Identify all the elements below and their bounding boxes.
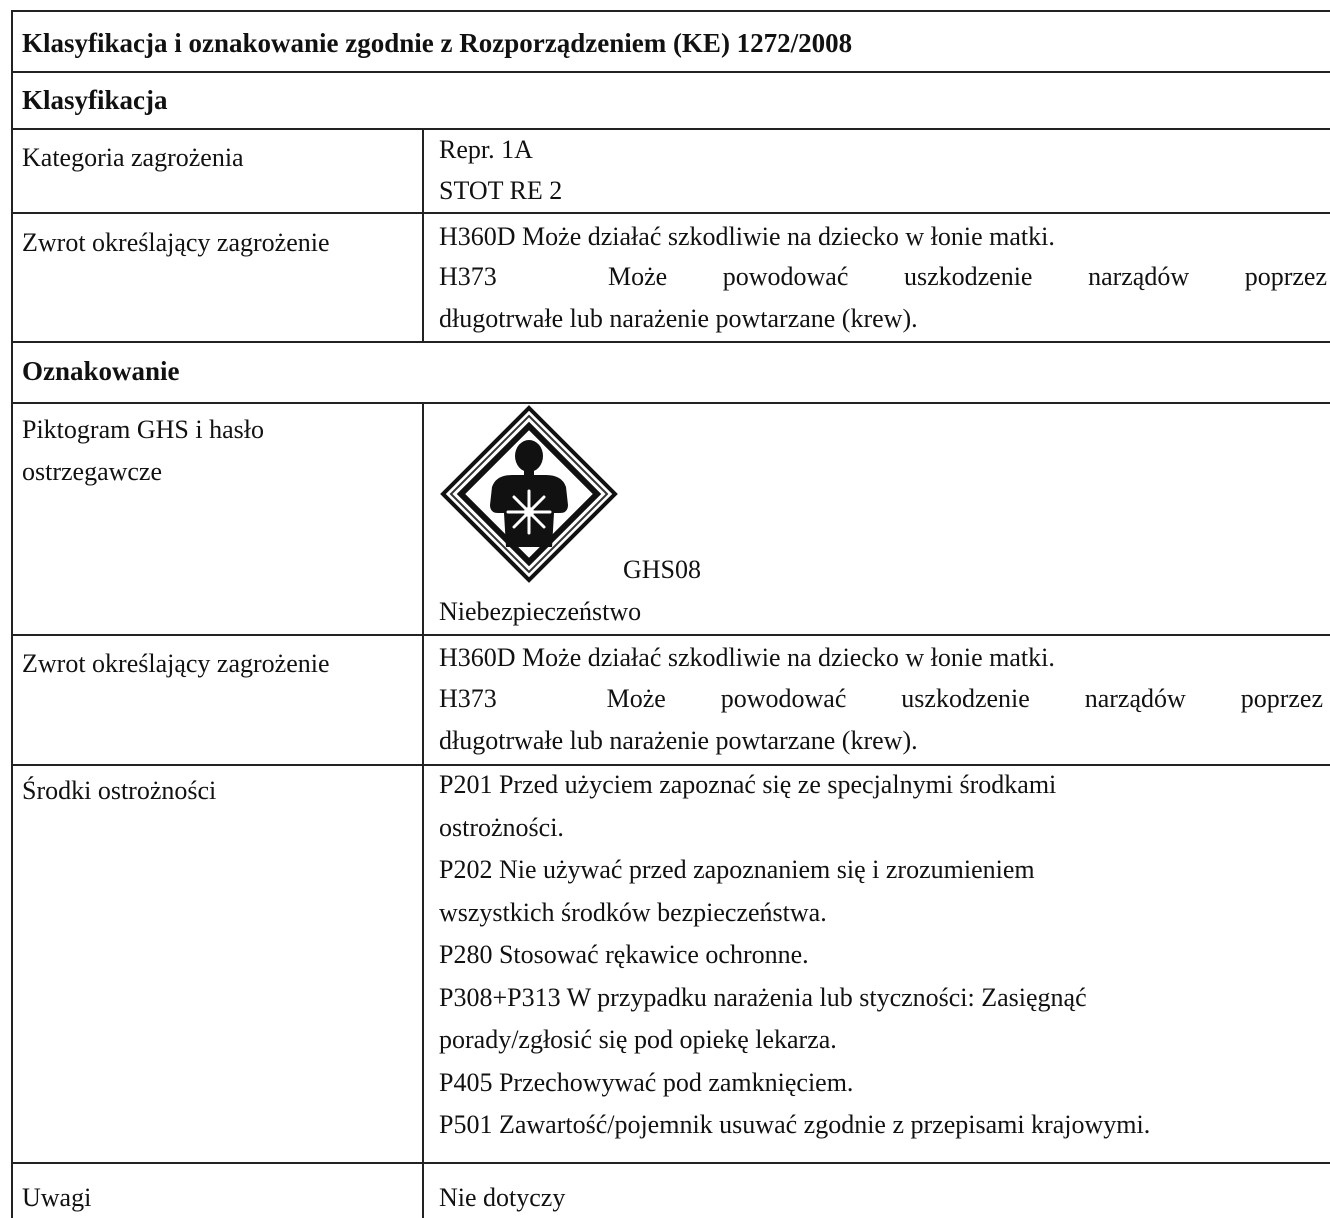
precaution-line: P280 Stosować rękawice ochronne. [439, 940, 809, 969]
hazard-category-value: STOT RE 2 [439, 176, 563, 205]
ghs-code: GHS08 [623, 555, 702, 584]
hazard-statement-text-line: H373 Może powodować uszkodzenie narządów poprzez [439, 262, 1327, 291]
divider [11, 341, 1330, 343]
remarks-label: Uwagi [22, 1183, 92, 1212]
hazard-statement-text [439, 257, 1327, 297]
table-title: Klasyfikacja i oznakowanie zgodnie z Rozporządzeniem (KE) 1272/2008 [22, 28, 853, 58]
column-divider [422, 128, 424, 341]
pictogram-label: ostrzegawcze [22, 457, 163, 486]
section-heading-labelling: Oznakowanie [22, 356, 180, 386]
divider [11, 1162, 1330, 1164]
hazard-statement-label: Zwrot określający zagrożenie [22, 228, 330, 257]
hazard-statement-label: Zwrot określający zagrożenie [22, 649, 330, 678]
divider [11, 212, 1330, 214]
precaution-line: P202 Nie używać przed zapoznaniem się i zrozumieniem [439, 855, 1035, 884]
divider [11, 71, 1330, 73]
hazard-statement-text: H360D Może działać szkodliwie na dziecko w łonie matki. [439, 222, 1055, 251]
divider [11, 128, 1330, 130]
hazard-statement-text-line: długotrwałe lub narażenie powtarzane (krew). [439, 304, 918, 333]
hazard-statement-text: H360D Może działać szkodliwie na dziecko w łonie matki. [439, 643, 1055, 672]
ghs08-health-hazard-icon [440, 405, 618, 583]
hazard-category-label: Kategoria zagrożenia [22, 143, 244, 172]
precaution-line: P201 Przed użyciem zapoznać się ze specjalnymi środkami [439, 770, 1057, 799]
precaution-line: P405 Przechowywać pod zamknięciem. [439, 1067, 854, 1097]
precaution-line: wszystkich środków bezpieczeństwa. [439, 897, 827, 927]
hazard-statement-text-line: H373 Może powodować uszkodzenie narządów poprzez [439, 684, 1323, 713]
section-heading-classification: Klasyfikacja [22, 85, 168, 115]
hazard-statement-text-line: długotrwałe lub narażenie powtarzane (krew). [439, 726, 918, 755]
hazard-category-value: Repr. 1A [439, 135, 533, 164]
precaution-line: P501 Zawartość/pojemnik usuwać zgodnie z przepisami krajowymi. [439, 1110, 1151, 1139]
divider [11, 402, 1330, 404]
column-divider [422, 402, 424, 1218]
divider [11, 634, 1330, 636]
precaution-line: porady/zgłosić się pod opiekę lekarza. [439, 1025, 837, 1054]
hazard-statement-text [439, 679, 1323, 719]
precaution-line: P308+P313 W przypadku narażenia lub styczności: Zasięgnąć [439, 982, 1087, 1012]
precautions-label: Środki ostrożności [22, 776, 217, 805]
signal-word: Niebezpieczeństwo [439, 597, 642, 626]
pictogram-label: Piktogram GHS i hasło [22, 415, 264, 444]
precautions-list [439, 764, 1150, 1147]
precaution-line: ostrożności. [439, 812, 564, 842]
remarks-value: Nie dotyczy [439, 1183, 566, 1212]
